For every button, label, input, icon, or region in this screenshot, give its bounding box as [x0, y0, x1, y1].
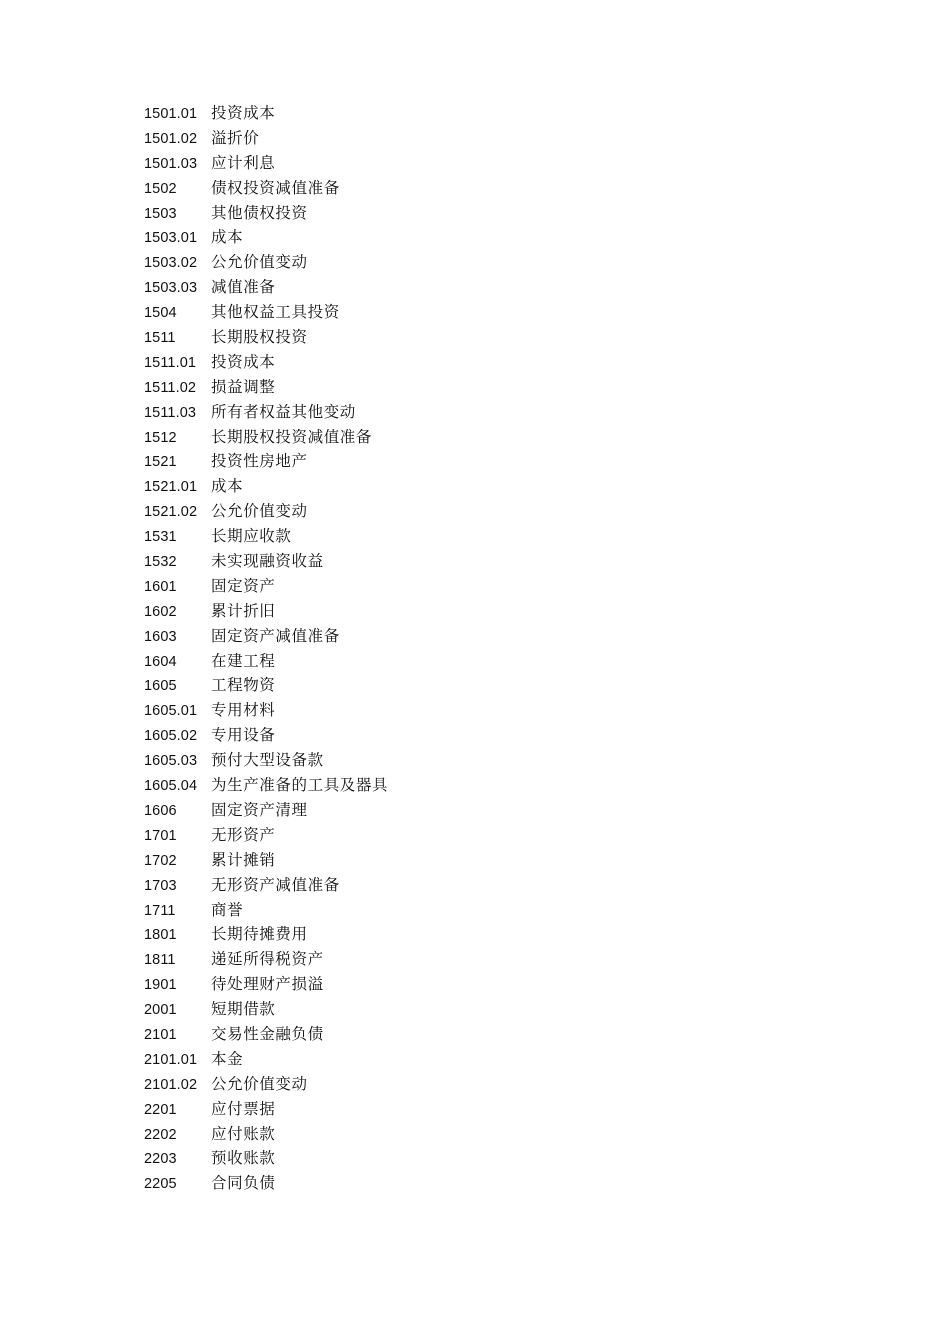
account-code: 1606: [144, 802, 177, 819]
account-name: 交易性金融负债: [211, 1024, 324, 1043]
account-row: [144, 449, 388, 474]
account-code: 1532: [144, 554, 177, 571]
account-code: 1501.01: [144, 106, 198, 122]
account-code: 1511: [144, 330, 176, 347]
account-row: [144, 425, 388, 450]
account-name: 成本: [211, 477, 244, 496]
account-name: 固定资产清理: [211, 800, 308, 819]
account-name: 固定资产减值准备: [211, 626, 340, 645]
account-row: [144, 873, 388, 898]
account-row: [144, 748, 388, 773]
account-list: [144, 101, 388, 1196]
account-code: 1503.01: [144, 230, 198, 247]
account-code: 1512: [144, 429, 177, 446]
account-code: 1521: [144, 454, 177, 471]
account-row: [144, 698, 388, 723]
account-code: 1605.02: [144, 728, 198, 745]
account-name: 累计折旧: [211, 601, 276, 620]
account-row: [144, 1122, 388, 1147]
account-name: 应付账款: [211, 1124, 276, 1143]
account-code: 1601: [144, 578, 177, 595]
account-name: 无形资产: [211, 825, 276, 844]
account-row: [144, 1171, 388, 1196]
account-row: [144, 225, 388, 250]
account-code: 1511.01: [144, 354, 197, 371]
account-code: 1503: [144, 205, 177, 222]
account-row: [144, 176, 388, 201]
account-code: 2001: [144, 1002, 177, 1019]
account-code: 1503.02: [144, 255, 198, 272]
account-row: [144, 1097, 388, 1122]
account-name: 投资性房地产: [211, 452, 308, 471]
account-name: 溢折价: [211, 128, 260, 147]
account-row: [144, 549, 388, 574]
account-row: [144, 922, 388, 947]
account-row: [144, 947, 388, 972]
account-code: 1605.04: [144, 778, 198, 795]
account-name: 工程物资: [211, 676, 276, 695]
account-name: 长期待摊费用: [211, 925, 308, 944]
account-name: 其他权益工具投资: [211, 303, 340, 322]
account-row: [144, 1022, 388, 1047]
account-code: 2101: [144, 1026, 177, 1043]
account-name: 长期股权投资: [211, 328, 308, 347]
account-code: 2205: [144, 1176, 177, 1193]
account-name: 损益调整: [211, 377, 276, 396]
account-name: 预收账款: [211, 1149, 276, 1168]
account-row: [144, 400, 388, 425]
account-row: [144, 300, 388, 325]
account-row: [144, 1047, 388, 1072]
account-row: [144, 574, 388, 599]
account-row: [144, 201, 388, 226]
account-code: 1702: [144, 852, 177, 869]
account-code: 1504: [144, 305, 177, 322]
account-name: 无形资产减值准备: [211, 875, 340, 894]
account-row: [144, 101, 388, 126]
account-name: 其他债权投资: [211, 203, 308, 222]
account-code: 1811: [144, 952, 176, 969]
account-name: 在建工程: [211, 651, 276, 670]
account-name: 固定资产: [211, 576, 276, 595]
account-name: 为生产准备的工具及器具: [211, 776, 389, 795]
account-code: 1605.03: [144, 753, 198, 770]
account-name: 专用材料: [211, 701, 276, 720]
account-name: 短期借款: [211, 1000, 276, 1019]
account-name: 本金: [211, 1049, 244, 1068]
account-row: [144, 350, 388, 375]
account-row: [144, 250, 388, 275]
account-row: [144, 798, 388, 823]
account-code: 1603: [144, 628, 177, 645]
account-row: [144, 325, 388, 350]
account-code: 1701: [144, 827, 177, 844]
account-code: 1501.02: [144, 130, 198, 147]
account-code: 2203: [144, 1151, 177, 1168]
account-code: 1801: [144, 927, 177, 944]
account-code: 1605: [144, 678, 177, 695]
account-code: 1511.02: [144, 379, 197, 396]
account-name: 成本: [211, 228, 244, 247]
account-row: [144, 649, 388, 674]
account-name: 未实现融资收益: [211, 552, 324, 571]
account-name: 应付票据: [211, 1099, 276, 1118]
account-name: 债权投资减值准备: [211, 178, 340, 197]
account-name: 长期股权投资减值准备: [211, 427, 373, 446]
account-code: 1521.01: [144, 479, 198, 496]
account-name: 应计利息: [211, 153, 276, 172]
account-code: 2101.01: [144, 1051, 198, 1068]
account-name: 递延所得税资产: [211, 950, 324, 969]
account-name: 公允价值变动: [211, 502, 308, 521]
account-row: [144, 474, 388, 499]
account-code: 1531: [144, 529, 177, 546]
account-name: 公允价值变动: [211, 1074, 308, 1093]
account-row: [144, 723, 388, 748]
account-row: [144, 823, 388, 848]
account-name: 累计摊销: [211, 850, 276, 869]
account-code: 1602: [144, 603, 177, 620]
account-code: 2201: [144, 1101, 177, 1118]
account-row: [144, 997, 388, 1022]
account-code: 1711: [144, 902, 176, 919]
account-row: [144, 972, 388, 997]
account-row: [144, 773, 388, 798]
account-name: 合同负债: [211, 1174, 276, 1193]
account-name: 商誉: [211, 900, 244, 919]
account-code: 1501.03: [144, 155, 198, 172]
account-code: 1703: [144, 877, 177, 894]
account-name: 投资成本: [211, 352, 276, 371]
account-row: [144, 499, 388, 524]
account-name: 预付大型设备款: [211, 751, 324, 770]
account-code: 1901: [144, 977, 177, 994]
account-name: 长期应收款: [211, 527, 292, 546]
account-row: [144, 848, 388, 873]
account-name: 专用设备: [211, 726, 276, 745]
account-name: 投资成本: [211, 104, 276, 122]
account-row: [144, 375, 388, 400]
account-code: 2101.02: [144, 1076, 198, 1093]
account-name: 减值准备: [211, 278, 276, 297]
account-code: 1511.03: [144, 404, 197, 421]
account-code: 1502: [144, 180, 177, 197]
account-name: 所有者权益其他变动: [211, 402, 356, 421]
account-code: 1503.03: [144, 280, 198, 297]
account-row: [144, 599, 388, 624]
account-row: [144, 275, 388, 300]
account-row: [144, 1072, 388, 1097]
account-code: 1605.01: [144, 703, 198, 720]
account-row: [144, 673, 388, 698]
account-row: [144, 524, 388, 549]
account-row: [144, 126, 388, 151]
account-code: 2202: [144, 1126, 177, 1143]
account-row: [144, 898, 388, 923]
account-row: [144, 151, 388, 176]
account-code: 1521.02: [144, 504, 198, 521]
account-row: [144, 624, 388, 649]
account-name: 待处理财产损溢: [211, 975, 324, 994]
account-row: [144, 1146, 388, 1171]
account-name: 公允价值变动: [211, 253, 308, 272]
account-code: 1604: [144, 653, 177, 670]
